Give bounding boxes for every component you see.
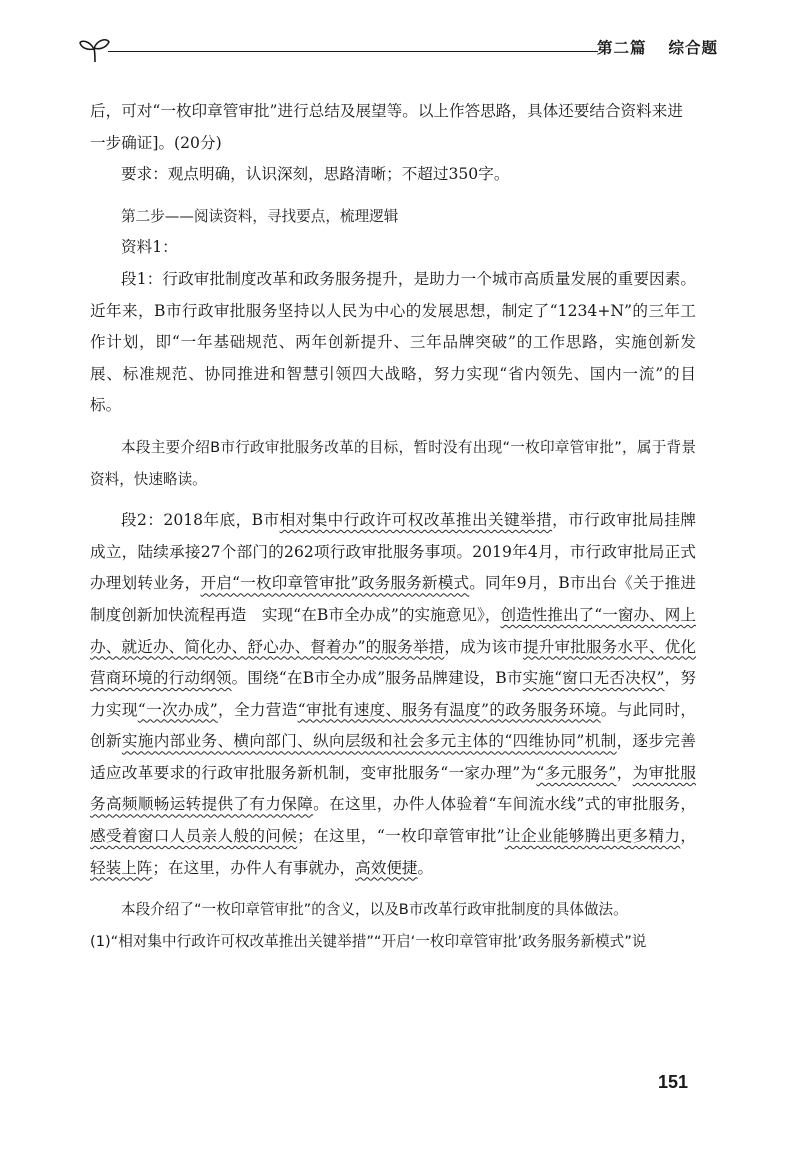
para2-text: 。围绕“在B市全办成”服务品牌建设，B市: [231, 669, 523, 688]
para2-text: ；在这里，办件人有事就办，: [152, 858, 356, 877]
para2-text: ，: [616, 763, 633, 782]
para2-underlined: “多元服务”: [536, 763, 617, 782]
note-1: (1)“相对集中行政许可权改革推出关键举措”“开启‘一枚印章管审批’政务服务新模式”说: [90, 932, 647, 950]
para2-underlined: 实施内部业务、横向部门、纵向层级和社会多元主体的“四维协同”机制: [121, 732, 617, 751]
para2-text: ，逐步完善适应改革要求的行政审批服务新机制，变审批服务“一家办理”为: [90, 732, 696, 782]
para2-text: 。同年9月，B市出台《关于推进制度创新加快流程再造 实现“在B市全办成”的实施意见》，: [90, 574, 696, 624]
step-heading: 第二步——阅读资料，寻找要点，梳理逻辑: [121, 207, 399, 225]
para2-text: 。与此同时，创新: [90, 700, 696, 751]
material-label: 资料1：: [121, 238, 178, 257]
para2-text: 。在这里，办件人体验着“车间流水线”式的审批服务，: [313, 795, 696, 814]
para2-text: ，成为该市: [444, 637, 524, 656]
para2-underlined: 让企业能够腾出更多精力: [504, 827, 681, 846]
section-label: [597, 36, 718, 58]
page-number: 151: [657, 1072, 688, 1092]
para2-underlined: 高效便捷: [355, 858, 418, 877]
para2-underlined: 实施“窗口无否决权”: [522, 669, 665, 688]
para2-text: ，市行政审批局挂牌成立，陆续承接27个部门的262项行政审批服务事项。2019年4月，市行政审批局正式办理划转业务，: [90, 511, 696, 593]
para2-text: 。: [417, 858, 434, 877]
analysis-1: 本段主要介绍B市行政审批服务改革的目标，暂时没有出现“一枚印章管审批”，属于背景资料，快速略读。: [90, 438, 696, 488]
para2-underlined: “一次办成”: [137, 700, 218, 719]
requirement-text: 要求：观点明确，认识深刻，思路清晰；不超过350字。: [121, 165, 510, 184]
part-name: 第二篇: [596, 39, 647, 57]
line-2: 一步确证]。(20分): [90, 133, 222, 152]
running-header: [78, 30, 718, 64]
paragraph-2: [90, 505, 696, 884]
continued-text: [90, 96, 696, 159]
page-body: [90, 96, 696, 957]
para2-text: ，: [680, 827, 696, 846]
para2-text: ，努力实现: [90, 669, 696, 719]
para2-text: ；在这里，“一枚印章管审批”: [297, 827, 505, 846]
para2-underlined: 感受着窗口人员亲人般的问候: [90, 827, 298, 846]
para2-underlined: “审批有速度、服务有温度”的政务服务环境: [297, 700, 601, 719]
para2-text: ，全力营造: [217, 700, 298, 719]
analysis-2: 本段介绍了“一枚印章管审批”的含义，以及B市改革行政审批制度的具体做法。: [121, 901, 628, 919]
sprout-icon: [78, 34, 112, 64]
line-1: 后，可对“一枚印章管审批”进行总结及展望等。以上作答思路，具体还要结合资料来进: [90, 102, 683, 120]
para2-underlined: 提升审批服务水平、优化营商环境的行动纲领: [90, 637, 696, 688]
para2-underlined: 相对集中行政许可权改革推出关键举措: [279, 511, 553, 530]
header-rule: [108, 51, 598, 52]
para2-text: 段2：2018年底，B市: [121, 511, 280, 530]
paragraph-1: 段1：行政审批制度改革和政务服务提升，是助力一个城市高质量发展的重要因素。近年来，B市行政审批服务坚持以人民为中心的发展思想，制定了“1234+N”的三年工作计划，即“一年基础规范、两年创新提升、三年品牌突破”的工作思路，实施创新发展、标准规范、协同推进和智慧引领四大战略，努力实现“省内领先、国内一流”的目标。: [90, 269, 696, 415]
para2-underlined: 开启“一枚印章管审批”政务服务新模式: [200, 574, 470, 593]
para2-underlined: 创造性推出了“一窗办、网上办、就近办、简化办、舒心办、督着办”的服务举措: [90, 605, 696, 656]
para2-underlined: 轻装上阵: [90, 858, 153, 877]
part-title: 综合题: [668, 39, 718, 57]
para2-underlined: 为审批服务高频顺畅运转提供了有力保障: [90, 763, 696, 814]
